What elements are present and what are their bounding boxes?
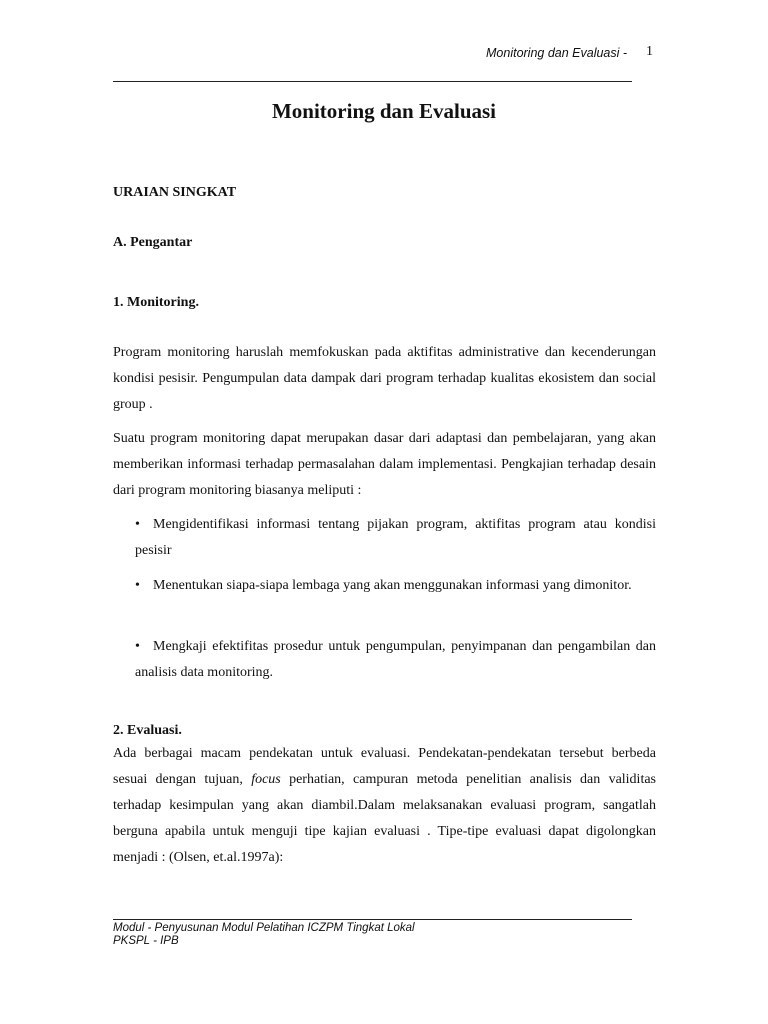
monitoring-heading: 1. Monitoring. — [113, 295, 199, 310]
running-header-title: Monitoring dan Evaluasi - — [486, 46, 628, 60]
evaluasi-heading: 2. Evaluasi. — [113, 723, 182, 738]
bullet-text: Menentukan siapa-siapa lembaga yang akan menggunakan informasi yang dimonitor. — [153, 578, 632, 593]
bullet-list-item-2 — [135, 573, 656, 599]
page-footer — [113, 922, 415, 948]
bullet-text: Mengidentifikasi informasi tentang pijakan program, aktifitas program atau kondisi pesisir — [135, 517, 656, 558]
evaluasi-paragraph — [113, 741, 656, 871]
evaluasi-text-part-1: Ada berbagai macam pendekatan untuk evaluasi. Pendekatan-pendekatan tersebut berbeda sesuai dengan tujuan, — [113, 746, 656, 787]
header-rule — [113, 81, 632, 82]
evaluasi-italic-word: focus — [251, 772, 281, 787]
footer-line-2: PKSPL - IPB — [113, 935, 179, 947]
bullet-list-item-3 — [135, 634, 656, 686]
page-number: 1 — [646, 44, 653, 59]
bullet-text: Mengkaji efektifitas prosedur untuk pengumpulan, penyimpanan dan pengambilan dan analisis data monitoring. — [135, 639, 656, 680]
bullet-icon: • — [135, 639, 140, 654]
monitoring-paragraph-1: Program monitoring haruslah memfokuskan pada aktifitas administrative dan kecenderungan kondisi pesisir. Pengumpulan data dampak dari program terhadap kualitas ekosistem dan social group . — [113, 345, 656, 412]
footer-line-1: Modul - Penyusunan Modul Pelatihan ICZPM Tingkat Lokal — [113, 922, 415, 934]
bullet-icon: • — [135, 517, 140, 532]
footer-rule — [113, 919, 632, 920]
subsection-heading: A. Pengantar — [113, 235, 193, 250]
document-title: Monitoring dan Evaluasi — [271, 99, 497, 123]
bullet-icon: • — [135, 578, 140, 593]
evaluasi-text-part-2: perhatian, campuran metoda penelitian analisis dan validitas terhadap kesimpulan yang akan diambil.Dalam melaksanakan evaluasi program, sangatlah berguna apabila untuk menguji tipe kajian evaluasi . Tipe-tipe evaluasi dapat digolongkan menjadi : (Olsen, et.al.1997a): — [113, 772, 657, 865]
list-item — [135, 634, 656, 686]
bullet-list-item-1 — [135, 512, 656, 564]
list-item — [135, 573, 656, 599]
list-item — [135, 512, 656, 564]
section-heading: URAIAN SINGKAT — [113, 185, 237, 200]
monitoring-paragraph-2: Suatu program monitoring dapat merupakan dasar dari adaptasi dan pembelajaran, yang akan memberikan informasi terhadap permasalahan dalam implementasi. Pengkajian terhadap desain dari program monitoring biasanya meliputi : — [113, 431, 656, 498]
